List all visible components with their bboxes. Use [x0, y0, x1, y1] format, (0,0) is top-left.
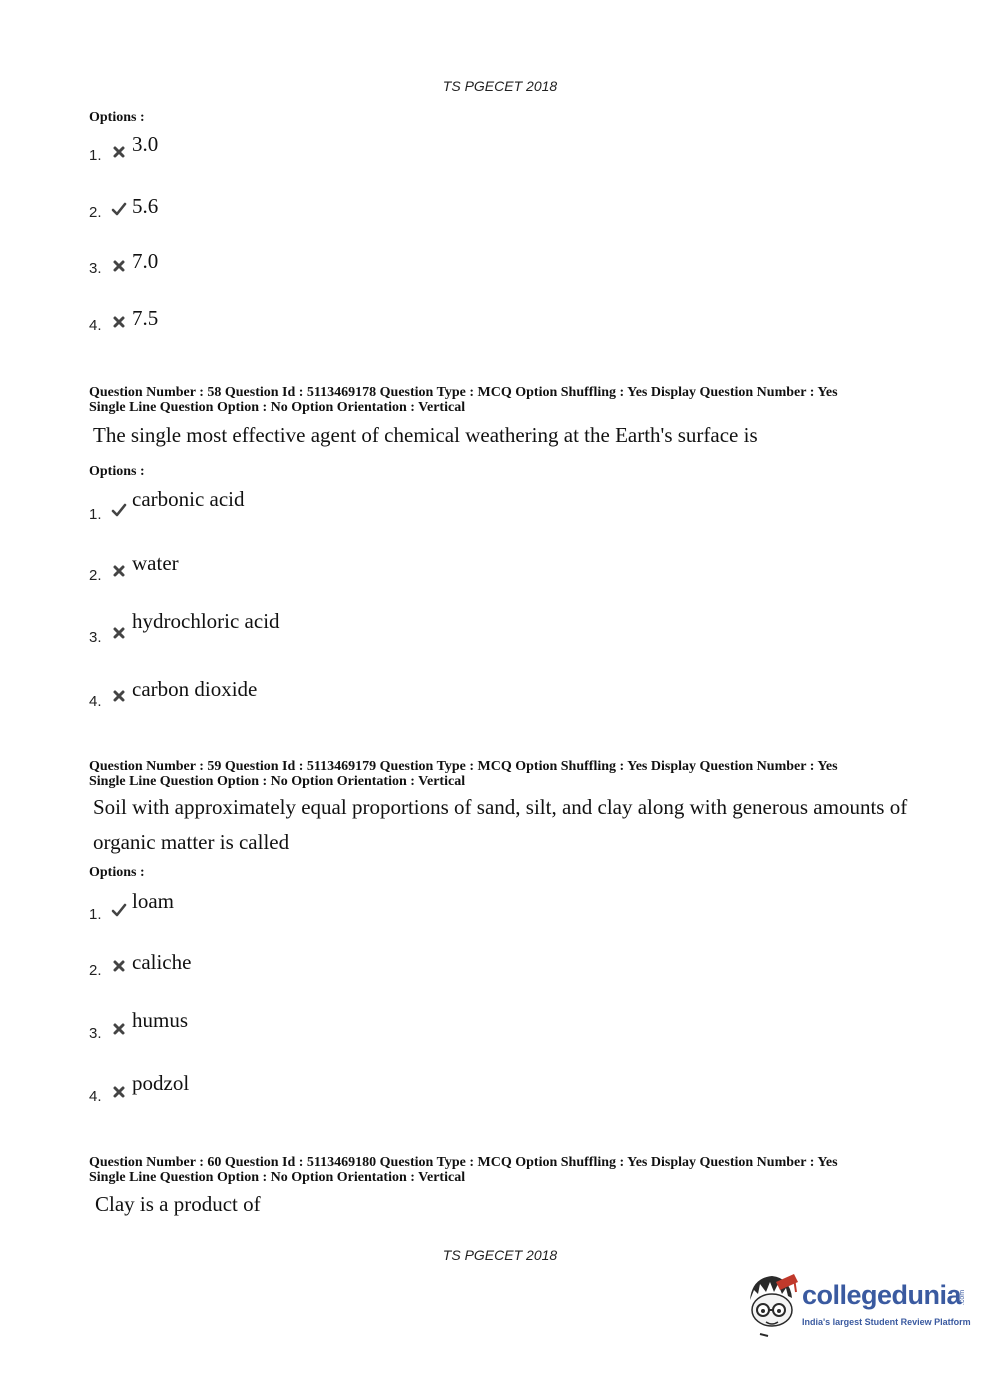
option-number: 1. [89, 506, 102, 523]
question-text: Soil with approximately equal proportions of sand, silt, and clay along with generous amounts of organic matter is called [93, 795, 908, 854]
question-meta-line: Question Number : 60 Question Id : 5113469180 Question Type : MCQ Option Shuffling : Yes Display Question Number : Yes [89, 1155, 838, 1170]
option-text: podzol [132, 1071, 190, 1095]
question-text: Clay is a product of [95, 1192, 261, 1216]
option-number: 1. [89, 906, 102, 923]
check-icon [111, 502, 127, 518]
cross-icon [111, 258, 127, 274]
cross-icon [111, 958, 127, 974]
option-text: loam [132, 889, 174, 913]
options-label: Options : [89, 110, 145, 125]
option-number: 3. [89, 1025, 102, 1042]
check-icon [111, 902, 127, 918]
brand-name: collegedunia [802, 1280, 962, 1310]
option-number: 3. [89, 629, 102, 646]
cross-icon [111, 1084, 127, 1100]
options-label: Options : [89, 464, 145, 479]
question-meta-line: Single Line Question Option : No Option Orientation : Vertical [89, 400, 466, 415]
option-text: 7.5 [132, 306, 159, 330]
brand-tagline: India's largest Student Review Platform [802, 1317, 971, 1327]
option-number: 2. [89, 204, 102, 221]
brand-domain: .com [959, 1289, 967, 1306]
question-meta [89, 385, 838, 415]
option-text: 5.6 [132, 194, 159, 218]
cross-icon [111, 625, 127, 641]
option-text: 3.0 [132, 132, 159, 156]
option-number: 2. [89, 567, 102, 584]
option-number: 3. [89, 260, 102, 277]
option-text: hydrochloric acid [132, 609, 280, 633]
page-header: TS PGECET 2018 [442, 78, 558, 94]
question-meta-line: Single Line Question Option : No Option Orientation : Vertical [89, 774, 466, 789]
option-text: water [132, 551, 179, 575]
mascot-icon [742, 1270, 798, 1340]
page-footer: TS PGECET 2018 [442, 1247, 558, 1263]
option-text: carbon dioxide [132, 677, 258, 701]
option-number: 2. [89, 962, 102, 979]
question-meta [89, 1155, 838, 1185]
question-text: The single most effective agent of chemical weathering at the Earth's surface is [93, 423, 758, 447]
option-number: 4. [89, 693, 102, 710]
option-number: 1. [89, 147, 102, 164]
question-meta [89, 759, 838, 789]
option-number: 4. [89, 317, 102, 334]
option-text: caliche [132, 950, 192, 974]
check-icon [111, 201, 127, 217]
question-meta-line: Single Line Question Option : No Option Orientation : Vertical [89, 1170, 466, 1185]
cross-icon [111, 144, 127, 160]
cross-icon [111, 314, 127, 330]
cross-icon [111, 688, 127, 704]
cross-icon [111, 563, 127, 579]
cross-icon [111, 1021, 127, 1037]
collegedunia-logo [742, 1270, 972, 1340]
question-meta-line: Question Number : 58 Question Id : 5113469178 Question Type : MCQ Option Shuffling : Yes Display Question Number : Yes [89, 385, 838, 400]
option-text: carbonic acid [132, 487, 245, 511]
question-meta-line: Question Number : 59 Question Id : 5113469179 Question Type : MCQ Option Shuffling : Yes Display Question Number : Yes [89, 759, 838, 774]
options-label: Options : [89, 865, 145, 880]
option-text: 7.0 [132, 249, 159, 273]
option-text: humus [132, 1008, 189, 1032]
option-number: 4. [89, 1088, 102, 1105]
